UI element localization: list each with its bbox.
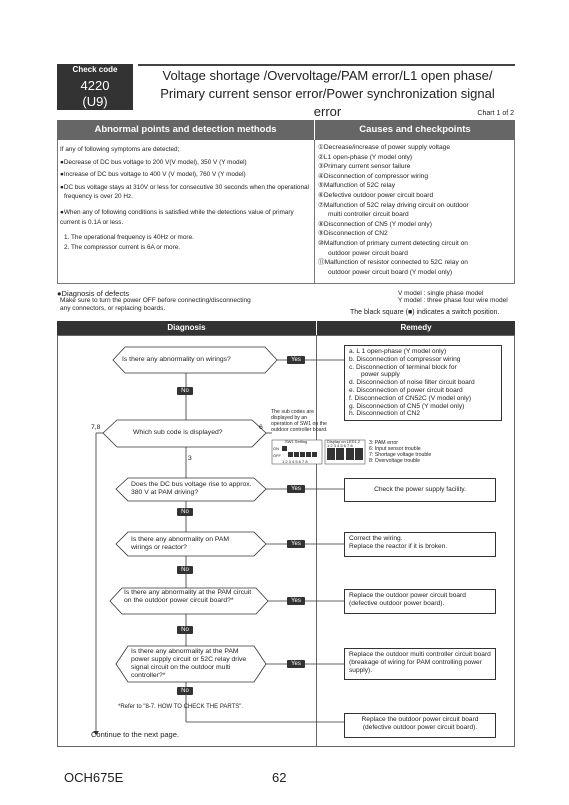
remedy-pam-circuit: Replace the outdoor power circuit board (defective outdoor power board). [344, 589, 496, 614]
diagnosis-header: Diagnosis [57, 321, 316, 335]
remedy-item: f. Disconnection of CN52C (V model only) [349, 394, 472, 402]
yes-label: Yes [287, 540, 305, 548]
yes-label: Yes [287, 485, 305, 493]
abnormal-points-header: Abnormal points and detection methods [57, 120, 314, 140]
cause-item: ⑪Malfunction of resistor connected to 52C relay on [318, 259, 468, 267]
sub-code-item: 6: Input sensor trouble [369, 446, 421, 452]
diagnosis-title: ●Diagnosis of defects [57, 289, 130, 298]
no-label: No [177, 387, 193, 395]
cause-item: multi controller circuit board [328, 211, 409, 219]
refer-note: *Refer to "8-7. HOW TO CHECK THE PARTS". [118, 704, 244, 710]
remedy-power-board: Replace the outdoor power circuit board (defective outdoor power circuit board). [344, 713, 496, 738]
question-pam-circuit: Is there any abnormality at the PAM circuit on the outdoor power circuit board?* [124, 589, 252, 604]
question-pam-wiring: Is there any abnormality on PAM wirings or reactor? [131, 536, 230, 551]
remedy-item: b. Disconnection of compressor wiring [349, 355, 461, 363]
symptom-intro: If any of following symptoms are detected; [60, 146, 180, 153]
symptom-item: ●Decrease of DC bus voltage to 200 V(V model), 350 V (Y model) [60, 158, 247, 166]
cause-item: ②L1 open-phase (Y model only) [318, 153, 413, 161]
remedy-line: Replace the reactor if it is broken. [349, 543, 448, 550]
remedy-item: power supply [361, 371, 400, 379]
no-label: No [177, 626, 193, 634]
cause-item: ⑦Malfunction of 52C relay driving circuit on outdoor [318, 201, 469, 209]
y-model-note: Y model : three phase four wire model [398, 297, 508, 304]
cause-item: ⑩Malfunction of primary current detecting circuit on [318, 239, 468, 247]
no-label: No [177, 566, 193, 574]
remedy-multi-controller: Replace the outdoor multi controller circuit board (breakage of wiring for PAM controlling power supply). [344, 648, 496, 680]
yes-label: Yes [287, 597, 305, 605]
remedy-wiring [344, 345, 502, 421]
sw-numbers: 1 2 3 4 5 6 7 8 [282, 459, 308, 464]
no-label: No [177, 508, 193, 516]
v-model-note: V model : single phase model [398, 290, 484, 297]
cause-item: ⑨Disconnection of CN2 [318, 230, 388, 238]
sub-code-list [369, 440, 431, 464]
question-sub-code: Which sub code is displayed? [133, 429, 223, 436]
remedy-item: h. Disconnection of CN2 [349, 410, 421, 418]
no-label: No [177, 687, 193, 695]
remedy-line: Correct the wiring. [349, 535, 403, 542]
cause-item: ③Primary current sensor failure [318, 163, 411, 171]
question-dc-bus: Does the DC bus voltage rise to approx. 380 V at PAM driving? [131, 481, 252, 496]
cause-item: ④Disconnection of compressor wiring [318, 172, 428, 180]
symptom-item: 1. The operational frequency is 40Hz or more. [64, 234, 194, 242]
yes-label: Yes [287, 356, 305, 364]
cause-item: outdoor power circuit board (Y model only) [328, 268, 453, 276]
title-line-1: Voltage shortage /Overvoltage/PAM error/L1 open phase/ [162, 68, 493, 83]
remedy-pam-wiring [344, 532, 496, 557]
branch-6-label: 6 [259, 424, 263, 431]
remedy-item: d. Disconnection of noise filter circuit board [349, 379, 475, 387]
sub-code-note: The sub codes are displayed by an operation of SW1 on the outdoor controller board. [271, 409, 328, 433]
question-pam-power: Is there any abnormality at the PAM power supply circuit or 52C relay drive signal circuit on the outdoor multi controller?* [131, 648, 247, 679]
sub-code-item: 3: PAM error [369, 440, 399, 446]
symptom-item: ●DC bus voltage stays at 310V or less for consecutive 30 seconds when the operational frequency is over 20 Hz. [60, 183, 309, 201]
cause-item: ⑧Disconnection of CN5 (Y model only) [318, 220, 432, 228]
model-number: OCH675E [64, 770, 124, 785]
title-line-2: Primary current sensor error/Power synchronization signal error [160, 86, 495, 119]
remedy-item: c. Disconnection of terminal block for [349, 363, 457, 371]
diagnosis-warning-1: Make sure to turn the power OFF before connecting/disconnecting [60, 297, 251, 304]
switch-position-note: The black square (■) indicates a switch position. [350, 309, 500, 316]
sw1-setting-label: SW1 Setting [285, 439, 308, 444]
remedy-item: e. Disconnection of power circuit board [349, 386, 463, 394]
page-number: 62 [272, 770, 287, 785]
causes-header: Causes and checkpoints [315, 120, 515, 140]
sub-code-item: 7: Shortage voltage trouble [369, 452, 432, 458]
branch-3-label: 3 [188, 455, 192, 462]
question-wiring: Is there any abnormality on wirings? [122, 356, 231, 363]
cause-item: ⑥Defective outdoor power circuit board [318, 191, 434, 199]
symptom-item: 2. The compressor current is 6A or more. [64, 243, 181, 251]
sub-code-item: 8: Overvoltage trouble [369, 458, 421, 464]
check-code-label: Check code [57, 64, 133, 76]
diagnosis-warning-2: any connectors, or replacing boards. [60, 305, 166, 312]
led-numbers: 1 2 3 4 5 6 7 8 [327, 443, 353, 448]
yes-label: Yes [287, 660, 305, 668]
remedy-header: Remedy [317, 321, 515, 335]
remedy-power-supply: Check the power supply facility. [344, 478, 496, 502]
cause-item: ⑤Malfunction of 52C relay [318, 182, 396, 190]
cause-item: ①Decrease/increase of power supply voltage [318, 144, 450, 151]
sw-off-label: OFF [273, 453, 281, 458]
chart-of-label: Chart 1 of 2 [477, 110, 514, 117]
sw-on-label: ON [273, 446, 279, 451]
display-led-label: Display on LED1,2 [327, 439, 361, 444]
check-code-sub: (U9) [82, 94, 108, 109]
symptom-item: ●When any of following conditions is satisfied while the detections value of primary current is 0.1A or less. [60, 208, 294, 226]
branch-78-label: 7,8 [91, 424, 101, 431]
remedy-item: a. L 1 open-phase (Y model only) [349, 348, 447, 355]
check-code-main: 4220 [80, 78, 110, 93]
cause-item: outdoor power circuit board [328, 249, 408, 257]
continue-note: Continue to the next page. [91, 730, 179, 739]
remedy-item: g. Disconnection of CN5 (Y model only) [349, 402, 465, 410]
symptom-item: ●Increase of DC bus voltage to 400 V (V model), 760 V (Y model) [60, 171, 246, 179]
